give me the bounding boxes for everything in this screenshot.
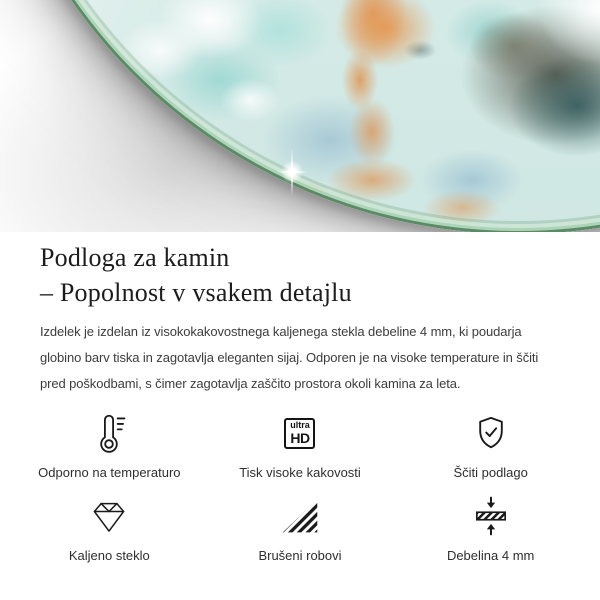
glass-shine-sparkle-icon bbox=[279, 159, 305, 185]
shield-check-icon bbox=[472, 409, 510, 457]
feature-protects-surface bbox=[395, 409, 586, 480]
glass-panel-photo bbox=[0, 0, 600, 232]
brushed-edges-icon bbox=[279, 492, 321, 540]
feature-label: Odporno na temperaturo bbox=[38, 465, 181, 480]
ultra-hd-icon-text-top: ultra bbox=[290, 420, 310, 430]
feature-label: Tisk visoke kakovosti bbox=[239, 465, 361, 480]
feature-print-quality bbox=[205, 409, 396, 480]
thermometer-icon bbox=[89, 409, 129, 457]
feature-temperature-resistant bbox=[14, 409, 205, 480]
feature-polished-edges bbox=[205, 492, 396, 563]
ultra-hd-icon-text-bottom: HD bbox=[290, 430, 310, 446]
feature-label: Ščiti podlago bbox=[453, 465, 528, 480]
product-description-text: Izdelek je izdelan iz visokokakovostnega kaljenega stekla debeline 4 mm, ki poudarja globino barv tiska in zagotavlja eleganten sijaj. Odporen je na visoke temperature in ščiti pred poškodbami, s čimer zagotavlja zaščito prostora okoli kamina za leta. bbox=[40, 324, 539, 391]
product-description-section bbox=[0, 232, 600, 397]
feature-tempered-glass bbox=[14, 492, 205, 563]
feature-label: Brušeni robovi bbox=[258, 548, 342, 563]
feature-label: Kaljeno steklo bbox=[68, 548, 150, 563]
feature-label: Debelina 4 mm bbox=[446, 548, 535, 563]
feature-grid bbox=[14, 409, 586, 563]
feature-thickness bbox=[395, 492, 586, 563]
product-image bbox=[0, 0, 600, 232]
ultra-hd-icon bbox=[284, 409, 315, 457]
page-title-line1: Podloga za kamin bbox=[40, 243, 230, 272]
diamond-icon bbox=[89, 492, 129, 540]
thickness-icon bbox=[471, 492, 511, 540]
page-title-line2: – Popolnost v vsakem detajlu bbox=[40, 278, 352, 307]
page-title bbox=[40, 240, 560, 310]
